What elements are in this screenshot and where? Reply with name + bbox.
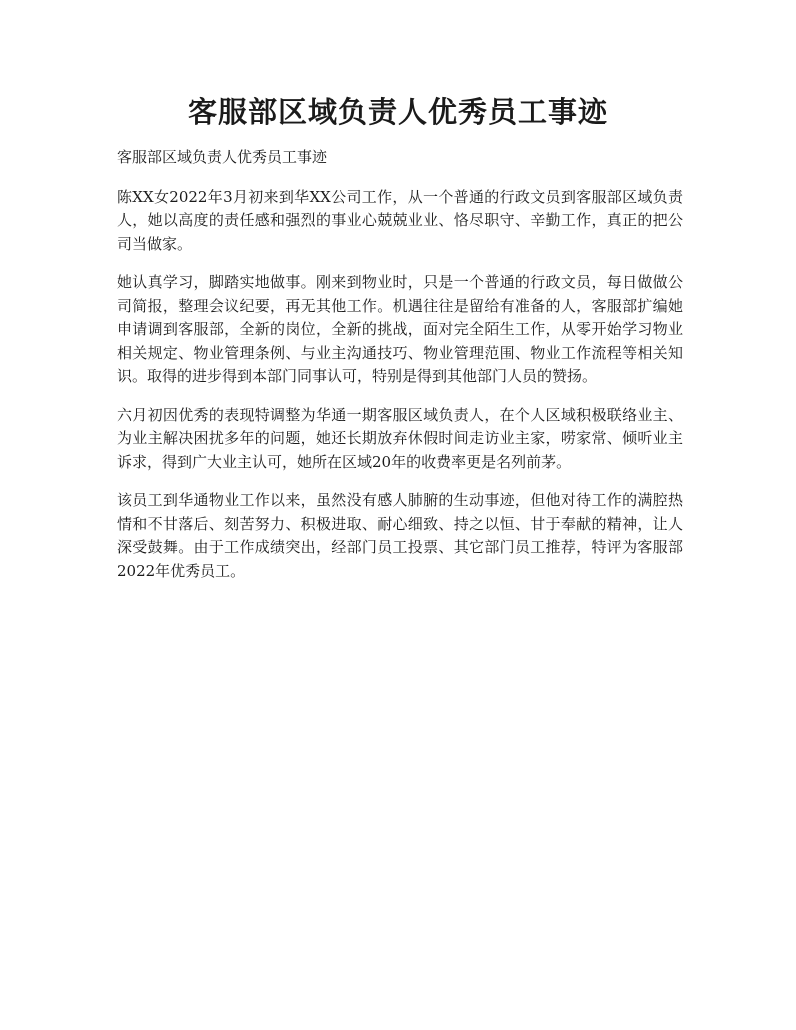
document-subtitle: 客服部区域负责人优秀员工事迹 [117, 148, 328, 166]
paragraph-learning: 她认真学习，脚踏实地做事。刚来到物业时，只是一个普通的行政文员，每日做做公司简报，整理会议纪要，再无其他工作。机遇往往是留给有准备的人，客服部扩编她申请调到客服部，全新的岗位，全新的挑战，面对完全陌生工作，从零开始学习物业相关规定、物业管理条例、与业主沟通技巧、物业管理范围、物业工作流程等相关知识。取得的进步得到本部门同事认可，特别是得到其他部门人员的赞扬。 [117, 273, 683, 385]
paragraph-award: 该员工到华通物业工作以来，虽然没有感人肺腑的生动事迹，但他对待工作的满腔热情和不甘落后、刻苦努力、积极进取、耐心细致、持之以恒、甘于奉献的精神，让人深受鼓舞。由于工作成绩突出，经部门员工投票、其它部门员工推荐，特评为客服部2022年优秀员工。 [117, 491, 683, 580]
paragraph-intro: 陈XX女2022年3月初来到华XX公司工作，从一个普通的行政文员到客服部区域负责人，她以高度的责任感和强烈的事业心兢兢业业、恪尽职守、辛勤工作，真正的把公司当做家。 [117, 187, 683, 253]
document-title: 客服部区域负责人优秀员工事迹 [187, 95, 608, 129]
paragraph-promotion: 六月初因优秀的表现特调整为华通一期客服区域负责人，在个人区域积极联络业主、为业主解决困扰多年的问题，她还长期放弃休假时间走访业主家，唠家常、倾听业主诉求，得到广大业主认可，她所在区域20年的收费率更是名列前茅。 [117, 405, 683, 471]
document-body [117, 146, 683, 598]
